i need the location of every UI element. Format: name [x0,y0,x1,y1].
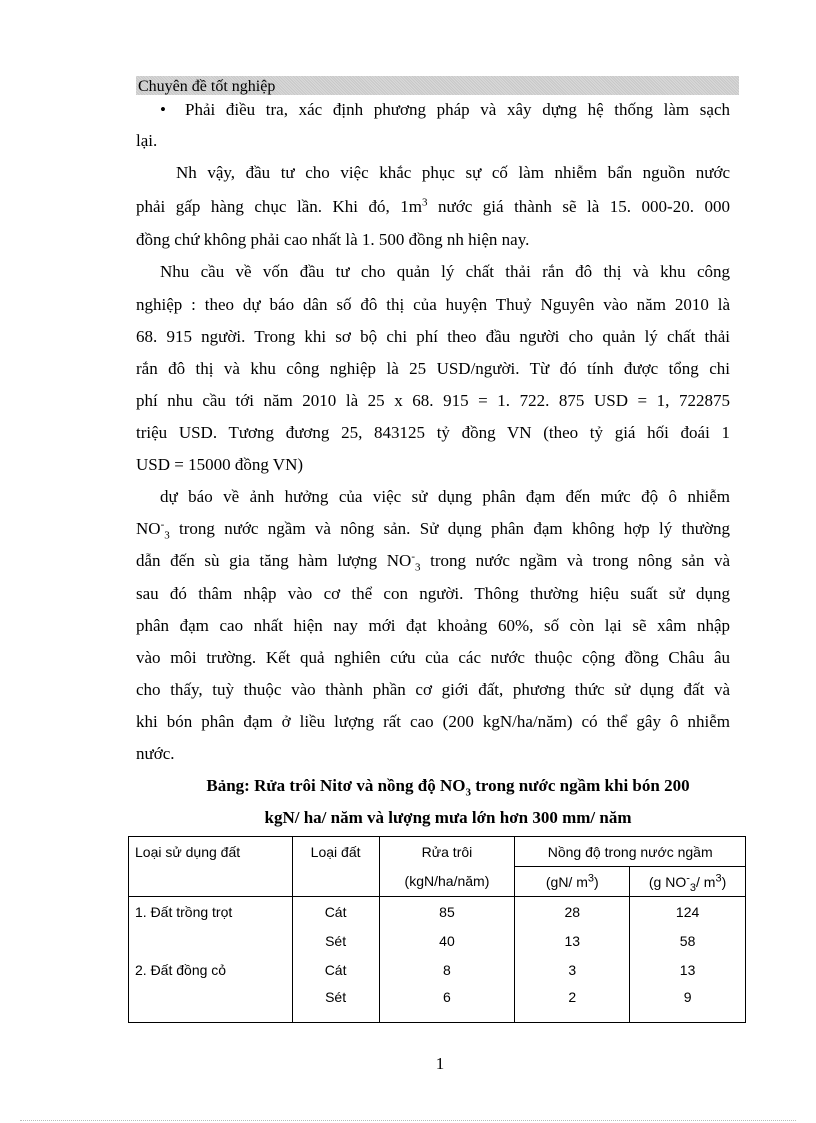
header-soil: Loại đất [292,837,379,867]
text-line: vào môi trường. Kết quả nghiên cứu của các nước thuộc cộng đồng Châu âu [136,648,730,667]
text-line: phân đạm cao nhất hiện nay mới đạt khoảng 60%, số còn lại sẽ xâm nhập [136,616,730,635]
table-header-row [129,837,746,867]
table-caption-line2: kgN/ ha/ năm và lượng mưa lớn hơn 300 mm/ năm [264,808,632,827]
header-unit-gn: (gN/ $m^3$) [515,867,630,897]
header-leach-unit: (kgN/ha/năm) [379,867,515,897]
header-concentration: Nồng độ trong nước ngầm [515,837,746,867]
text-line: phí nhu cầu tới năm 2010 là 25 x 68. 915 = 1. 722. 875 USD = 1, 722875 [136,391,730,410]
table-row: Sét 40 13 58 [129,926,746,955]
text-line: Phải điều tra, xác định phương pháp và xây dựng hệ thống làm sạch [185,100,730,119]
text-line: dự báo về ảnh hưởng của việc sử dụng phân đạm đến mức độ ô nhiễm [160,487,730,506]
text-line: 68. 915 người. Trong khi sơ bộ chi phí theo đầu người cho quản lý chất thải [136,327,730,346]
text-line: nước. [136,744,175,763]
bullet-marker: • [160,100,166,119]
table-row: 1. Đất trồng trọt Cát 85 28 124 [129,897,746,927]
text-line: đồng chứ không phải cao nhất là 1. 500 đồng nh hiện nay. [136,230,530,249]
document-header: Chuyên đề tốt nghiệp [138,78,276,95]
page-number: 1 [435,1054,445,1073]
table-caption: Bảng: Rửa trôi Nitơ và nồng độ $NO_3$ trong nước ngầm khi bón 200 [206,776,690,799]
table-row: Sét 6 2 9 [129,984,746,1023]
text-line: Nhu cầu về vốn đầu tư cho quản lý chất thải rắn đô thị và khu công [160,262,730,281]
text-line: $NO^-_3$ trong nước ngầm và nông sản. Sử dụng phân đạm không hợp lý thường [136,518,730,542]
header-unit-gno3: (g $NO^-_3/$ $m^3$) [630,867,746,897]
table-row: 2. Đất đồng cỏ Cát 8 3 13 [129,955,746,984]
text-line: sau đó thâm nhập vào cơ thể con người. Thông thường hiệu suất sử dụng [136,584,730,603]
text-line: cho thấy, tuỳ thuộc vào thành phần cơ giới đất, phương thức sử dụng đất và [136,680,730,699]
data-table [128,836,746,1023]
text-line: nghiệp : theo dự báo dân số đô thị của huyện Thuỷ Nguyên vào năm 2010 là [136,295,730,314]
text-line: khi bón phân đạm ở liều lượng rất cao (200 kgN/ha/năm) có thể gây ô nhiễm [136,712,730,731]
text-line: triệu USD. Tương đương 25, 843125 tỷ đồng VN (theo tỷ giá hối đoái 1 [136,423,730,442]
text-line: dẫn đến sù gia tăng hàm lượng $NO^-_3$ trong nước ngầm và trong nông sản và [136,550,730,574]
table-header-row [129,867,746,897]
text-line: USD = 15000 đồng VN) [136,455,304,474]
text-line: lại. [136,131,158,150]
text-line: Nh vậy, đầu tư cho việc khắc phục sự cố làm nhiễm bẩn nguồn nước [176,163,730,182]
text-line: phải gấp hàng chục lần. Khi đó, $1m^3$ nước giá thành sẽ là 15. 000-20. 000 [136,196,730,216]
header-leach: Rửa trôi [379,837,515,867]
header-land-use: Loại sử dụng đất [129,837,293,867]
footer-divider [20,1120,796,1121]
text-line: rắn đô thị và khu công nghiệp là 25 USD/người. Từ đó tính được tổng chi [136,359,730,378]
